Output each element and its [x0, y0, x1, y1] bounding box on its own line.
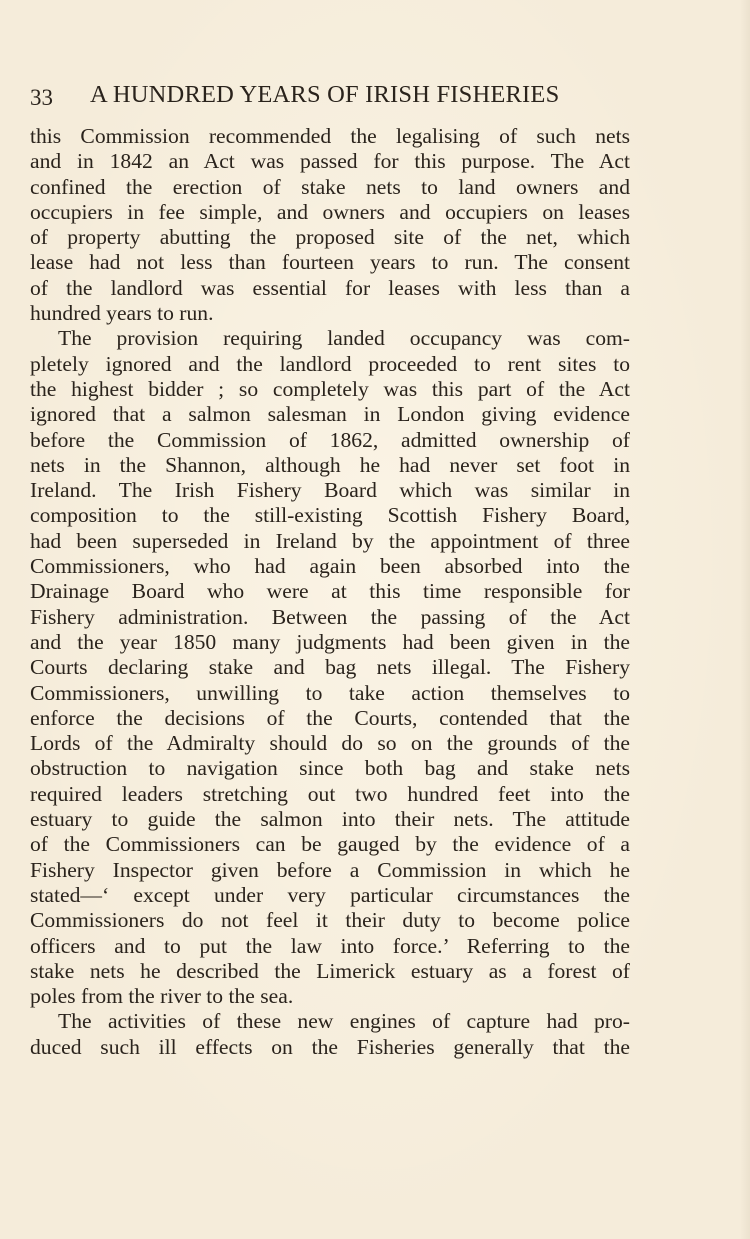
text-line: composition to the still-existing Scottish Fishery Board,: [30, 503, 630, 528]
text-line: Commissioners, who had again been absorbed into the: [30, 554, 630, 579]
text-line: confined the erection of stake nets to land owners and: [30, 174, 630, 199]
body-text: [30, 124, 630, 1060]
paragraph-1: [30, 124, 630, 326]
text-line: ignored that a salmon salesman in London giving evidence: [30, 402, 630, 427]
text-line: pletely ignored and the landlord proceeded to rent sites to: [30, 351, 630, 376]
paragraph-2: [30, 326, 630, 1009]
text-line: Ireland. The Irish Fishery Board which was similar in: [30, 478, 630, 503]
text-line: duced such ill effects on the Fisheries generally that the: [30, 1034, 630, 1059]
text-line: before the Commission of 1862, admitted ownership of: [30, 427, 630, 452]
text-line: lease had not less than fourteen years to run. The consent: [30, 250, 630, 275]
text-line: Lords of the Admiralty should do so on the grounds of the: [30, 731, 630, 756]
text-line: nets in the Shannon, although he had never set foot in: [30, 452, 630, 477]
page-edge-shadow: [740, 0, 750, 1239]
text-line: had been superseded in Ireland by the appointment of three: [30, 528, 630, 553]
text-line: stake nets he described the Limerick estuary as a forest of: [30, 958, 630, 983]
text-line: and the year 1850 many judgments had been given in the: [30, 629, 630, 654]
text-line: of property abutting the proposed site of the net, which: [30, 225, 630, 250]
text-line: hundred years to run.: [30, 301, 214, 326]
text-line: Drainage Board who were at this time responsible for: [30, 579, 630, 604]
page-header: [30, 78, 630, 112]
text-line: Fishery Inspector given before a Commission in which he: [30, 857, 630, 882]
text-line: occupiers in fee simple, and owners and occupiers on leases: [30, 199, 630, 224]
running-title: A HUNDRED YEARS OF IRISH FISHERIES: [90, 81, 560, 108]
text-line: officers and to put the law into force.’ Referring to the: [30, 933, 630, 958]
text-line: The activities of these new engines of capture had pro-: [58, 1009, 630, 1034]
text-line: of the landlord was essential for leases with less than a: [30, 275, 630, 300]
text-line: this Commission recommended the legalising of such nets: [30, 124, 630, 148]
paragraph-3: [30, 1009, 630, 1060]
text-line: estuary to guide the salmon into their nets. The attitude: [30, 807, 630, 832]
text-line: Fishery administration. Between the passing of the Act: [30, 604, 630, 629]
text-line: required leaders stretching out two hundred feet into the: [30, 781, 630, 806]
page-number: 33: [30, 85, 53, 110]
text-line: stated—‘ except under very particular circumstances the: [30, 882, 630, 907]
text-line: obstruction to navigation since both bag and stake nets: [30, 756, 630, 781]
text-line: The provision requiring landed occupancy was com-: [58, 326, 630, 351]
text-line: Courts declaring stake and bag nets illegal. The Fishery: [30, 655, 630, 680]
text-line: poles from the river to the sea.: [30, 984, 294, 1009]
text-line: enforce the decisions of the Courts, contended that the: [30, 705, 630, 730]
text-line: the highest bidder ; so completely was this part of the Act: [30, 376, 630, 401]
text-line: of the Commissioners can be gauged by the evidence of a: [30, 832, 630, 857]
text-line: Commissioners, unwilling to take action themselves to: [30, 680, 630, 705]
text-line: and in 1842 an Act was passed for this purpose. The Act: [30, 149, 630, 174]
text-line: Commissioners do not feel it their duty to become police: [30, 908, 630, 933]
